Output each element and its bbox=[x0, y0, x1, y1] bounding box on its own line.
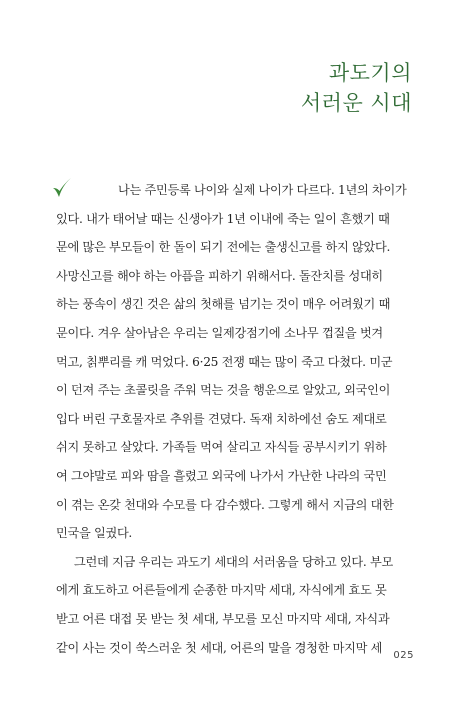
text-line: 입다 버린 구호물자로 추위를 견뎠다. 독재 치하에선 숨도 제대로 bbox=[56, 411, 387, 426]
text-line: 나는 주민등록 나이와 실제 나이가 다르다. 1년의 차이가 bbox=[118, 183, 407, 197]
body-text bbox=[56, 176, 416, 662]
text-line: 그런데 지금 우리는 과도기 세대의 서러움을 당하고 있다. 부모 bbox=[74, 554, 393, 569]
text-line: 민국을 일궜다. bbox=[56, 526, 132, 541]
text-line: 먹고, 칡뿌리를 캐 먹었다. 6·25 전쟁 때는 많이 죽고 다쳤다. 미군 bbox=[56, 354, 393, 369]
chapter-title-line-1: 과도기의 bbox=[328, 61, 412, 85]
text-line: 문에 많은 부모들이 한 돌이 되기 전에는 출생신고를 하지 않았다. bbox=[56, 240, 391, 255]
text-line: 문이다. 겨우 살아남은 우리는 일제강점기에 소나무 껍질을 벗겨 bbox=[56, 325, 383, 340]
text-line: 있다. 내가 태어날 때는 신생아가 1년 이내에 죽는 일이 흔했기 때 bbox=[56, 211, 390, 226]
text-line: 쉬지 못하고 살았다. 가족들 먹여 살리고 자식들 공부시키기 위하 bbox=[56, 440, 387, 455]
chapter-title-line-2: 서러운 시대 bbox=[300, 91, 412, 115]
text-line: 이 던져 주는 초콜릿을 주워 먹는 것을 행운으로 알았고, 외국인이 bbox=[56, 383, 391, 398]
text-line: 이 겪는 온갖 천대와 수모를 다 감수했다. 그렇게 해서 지금의 대한 bbox=[56, 497, 394, 512]
text-line: 하는 풍속이 생긴 것은 삶의 첫해를 넘기는 것이 매우 어려웠기 때 bbox=[56, 297, 391, 312]
page-number: 025 bbox=[393, 650, 414, 661]
chapter-title bbox=[301, 58, 412, 118]
text-line: 여 그야말로 피와 땀을 흘렸고 외국에 나가서 가난한 나라의 국민 bbox=[56, 468, 387, 483]
text-line: 같이 사는 것이 쑥스러운 첫 세대, 어른의 말을 경청한 마지막 세 bbox=[56, 640, 383, 655]
text-line: 사망신고를 해야 하는 아픔을 피하기 위해서다. 돌잔치를 성대히 bbox=[56, 268, 383, 283]
text-line: 에게 효도하고 어른들에게 순종한 마지막 세대, 자식에게 효도 못 bbox=[56, 583, 387, 598]
text-line: 받고 어른 대접 못 받는 첫 세대, 부모를 모신 마지막 세대, 자식과 bbox=[56, 611, 390, 626]
